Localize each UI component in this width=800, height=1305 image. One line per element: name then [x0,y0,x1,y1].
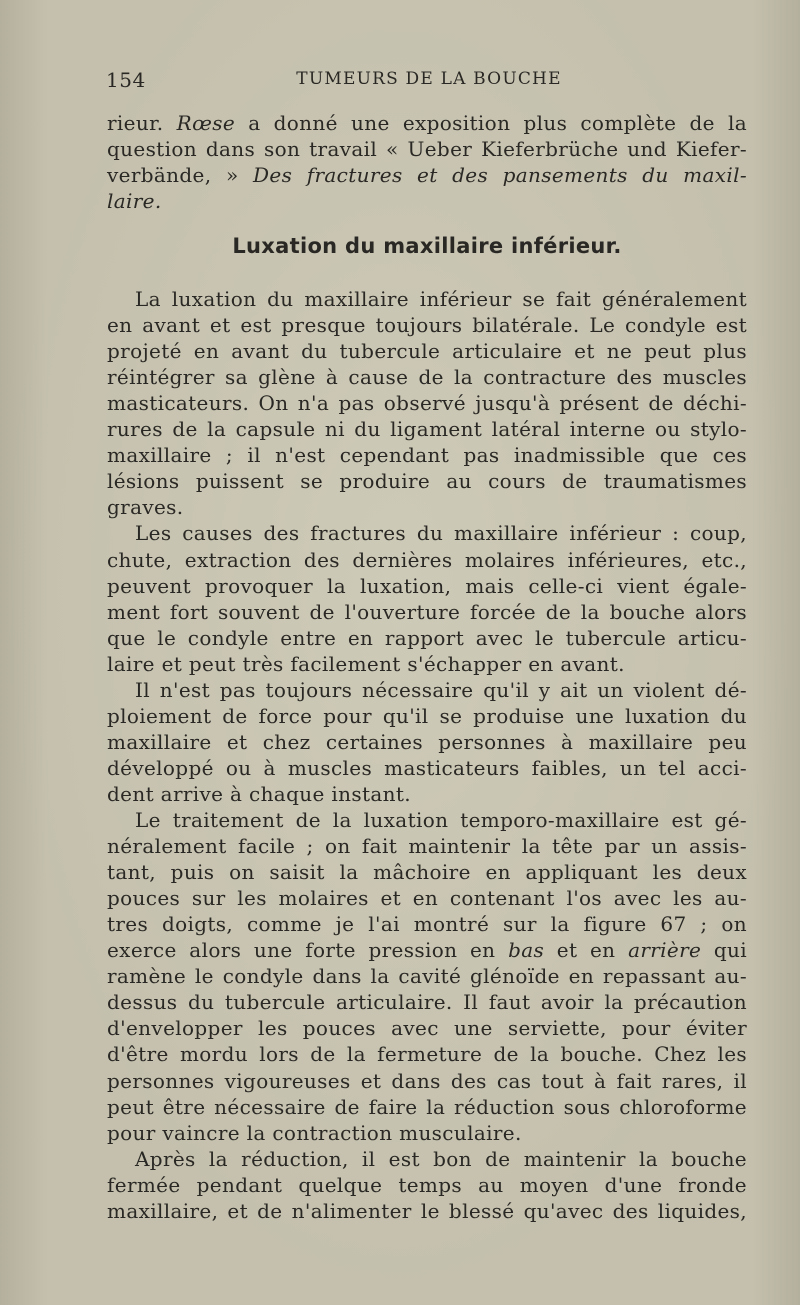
text-line: dessus du tubercule articulaire. Il faut avoir la précaution [107,990,747,1014]
text-line: pour vaincre la contraction musculaire. [107,1121,522,1145]
text-line: pouces sur les molaires et en contenant l'os avec les au- [107,886,747,910]
text-line: que le condyle entre en rapport avec le tubercule articu- [107,626,747,650]
text-line: dent arrive à chaque instant. [107,782,411,806]
text-line: peuvent provoquer la luxation, mais celle-ci vient égale- [107,574,747,598]
text-line: projeté en avant du tubercule articulaire et ne peut plus [107,339,747,363]
text-line: Les causes des fractures du maxillaire inférieur : coup, [135,521,747,545]
text-line: réintégrer sa glène à cause de la contracture des muscles [107,365,747,389]
text-line: La luxation du maxillaire inférieur se fait généralement [135,287,747,311]
text-line: laire et peut très facilement s'échapper en avant. [107,652,625,676]
text-line: tant, puis on saisit la mâchoire en appliquant les deux [107,860,747,884]
running-title: TUMEURS DE LA BOUCHE [296,69,562,89]
text-line: d'envelopper les pouces avec une serviette, pour éviter [107,1016,747,1040]
text-line: maxillaire, et de n'alimenter le blessé qu'avec des liquides, [107,1199,747,1223]
text-line: verbände, » Des fractures et des pansements du maxil- [107,163,747,187]
text-line: masticateurs. On n'a pas observé jusqu'à présent de déchi- [107,391,747,415]
text-line: Il n'est pas toujours nécessaire qu'il y ait un violent dé- [135,678,747,702]
text-line: chute, extraction des dernières molaires inférieures, etc., [107,548,747,572]
text-line: personnes vigoureuses et dans des cas tout à fait rares, il [107,1069,747,1093]
italic-text: laire. [107,189,162,213]
text-line: Après la réduction, il est bon de maintenir la bouche [135,1147,747,1171]
italic-text: Rœse [176,111,236,135]
text-line: d'être mordu lors de la fermeture de la bouche. Chez les [107,1042,747,1066]
text-line: tres doigts, comme je l'ai montré sur la figure 67 ; on [107,912,747,936]
text-line: rieur. Rœse a donné une exposition plus complète de la [107,111,748,135]
text-line: rures de la capsule ni du ligament latéral interne ou stylo- [107,417,747,441]
text-line: lésions puissent se produire au cours de traumatismes [107,469,747,493]
text-line: peut être nécessaire de faire la réduction sous chloroforme [107,1095,747,1119]
text-line: maxillaire et chez certaines personnes à maxillaire peu [107,730,747,754]
italic-text: bas [508,938,545,962]
text-line: ploiement de force pour qu'il se produise une luxation du [107,704,747,728]
text-line [107,188,162,214]
text-line: graves. [107,495,184,519]
text-line: ramène le condyle dans la cavité glénoïde en repassant au- [107,964,747,988]
text-line: fermée pendant quelque temps au moyen d'une fronde [107,1173,747,1197]
running-head [106,68,742,96]
text-line: développé ou à muscles masticateurs faibles, un tel acci- [107,756,747,780]
page-number: 154 [106,68,146,92]
text-line: Le traitement de la luxation temporo-maxillaire est gé- [135,808,747,832]
italic-text: Des fractures et des pansements du maxil- [253,163,747,187]
text-line: néralement facile ; on fait maintenir la tête par un assis- [107,834,747,858]
section-heading: Luxation du maxillaire inférieur. [232,234,622,258]
text-line: ment fort souvent de l'ouverture forcée de la bouche alors [107,600,747,624]
text-line: question dans son travail « Ueber Kieferbrüche und Kiefer- [107,137,747,161]
text-line: maxillaire ; il n'est cependant pas inadmissible que ces [107,443,747,467]
text-line: en avant et est presque toujours bilatérale. Le condyle est [107,313,747,337]
text-line: exerce alors une forte pression en bas et en arrière qui [107,938,747,962]
italic-text: arrière [628,938,702,962]
